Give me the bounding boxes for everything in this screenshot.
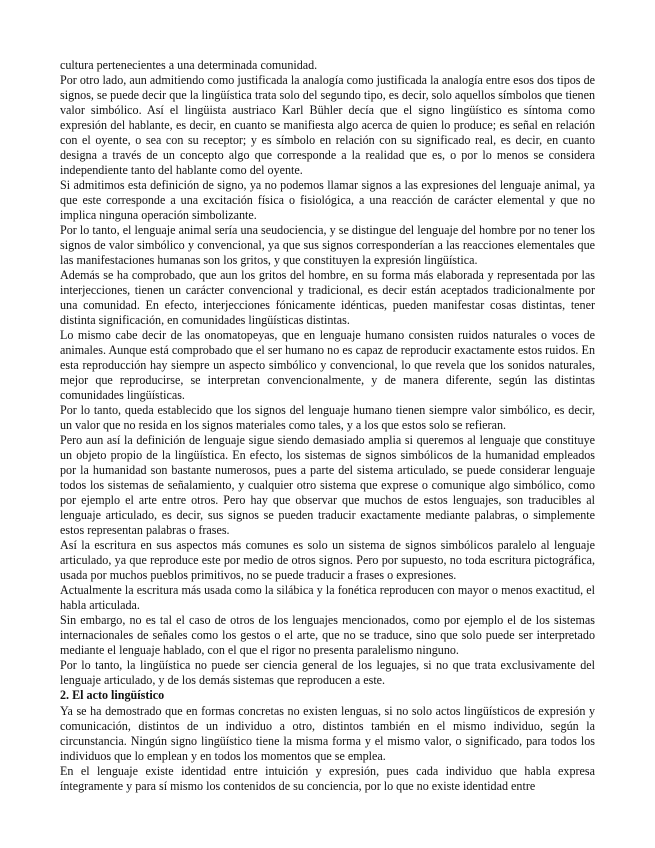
paragraph: Si admitimos esta definición de signo, ya no podemos llamar signos a las expresiones del lenguaje animal, ya que este corresponde a una excitación física o fisiológica, a una reacción de carácter elemental y que no implica ninguna operación simbolizante. <box>60 178 595 222</box>
paragraph: Por lo tanto, queda establecido que los signos del lenguaje humano tienen siempre valor simbólico, es decir, un valor que no resida en los signos materiales como tales, y a los que estos solo se refieran. <box>60 403 595 432</box>
paragraph: Sin embargo, no es tal el caso de otros de los lenguajes mencionados, como por ejemplo el de los sistemas internacionales de señales como los gestos o el arte, que no se traduce, sino que solo puede ser interpretado mediante el lenguaje hablado, con el que el rigor no presenta paralelismo ninguno. <box>60 613 595 657</box>
paragraph: Pero aun así la definición de lenguaje sigue siendo demasiado amplia si queremos al lenguaje que constituye un objeto propio de la lingüística. En efecto, los sistemas de signos simbólicos de la humanidad empleados por la humanidad son bastante numerosos, pues a parte del sistema articulado, se puede considerar lenguaje todos los sistemas de señalamiento, y cualquier otro sistema que exprese o comunique algo simbólico, como por ejemplo el arte entre otros. Pero hay que observar que muchos de estos lenguajes, son traducibles al lenguaje articulado, es decir, sus signos se pueden traducir exactamente mediante palabras, o simplemente estos representan palabras o frases. <box>60 433 595 537</box>
paragraph: Por lo tanto, la lingüística no puede ser ciencia general de los leguajes, si no que trata exclusivamente del lenguaje articulado, y de los demás sistemas que reproducen a este. <box>60 658 595 687</box>
paragraph: cultura pertenecientes a una determinada comunidad. <box>60 58 318 72</box>
paragraph: Ya se ha demostrado que en formas concretas no existen lenguas, si no solo actos lingüísticos de expresión y comunicación, distintos de un individuo a otro, distintos también en el mismo individuo, según la circunstancia. Ningún signo lingüístico tiene la misma forma y el mismo valor, o significado, para todos los individuos que lo emplean y en todos los momentos que se emplea. <box>60 704 595 763</box>
paragraph: Por otro lado, aun admitiendo como justificada la analogía como justificada la analogía entre esos dos tipos de signos, se puede decir que la lingüística trata solo del segundo tipo, es decir, solo aquellos símbolos que tienen valor simbólico. Así el lingüista austriaco Karl Bühler decía que el signo lingüístico es síntoma como expresión del hablante, es decir, en cuanto se manifiesta algo acerca de quien lo produce; es señal en relación con el oyente, o sea con su receptor; y es símbolo en relación con su significado real, es decir, en cuanto designa a través de un concepto algo que corresponde a la realidad que es, o por lo menos se considera independiente tanto del hablante como del oyente. <box>60 73 595 177</box>
document-page <box>60 58 595 794</box>
paragraph: Por lo tanto, el lenguaje animal sería una seudociencia, y se distingue del lenguaje del hombre por no tener los signos de valor simbólico y convencional, ya que sus signos corresponderían a las reacciones elementales que las manifestaciones humanas son los gritos, y que constituyen la expresión lingüística. <box>60 223 595 267</box>
section-heading: 2. El acto lingüístico <box>60 688 165 702</box>
paragraph: En el lenguaje existe identidad entre intuición y expresión, pues cada individuo que habla expresa íntegramente y para sí mismo los contenidos de su conciencia, por lo que no existe identidad entre <box>60 764 595 793</box>
paragraph: Además se ha comprobado, que aun los gritos del hombre, en su forma más elaborada y representada por las interjecciones, tienen un carácter convencional y tradicional, es decir están aceptados tradicionalmente por una comunidad. En efecto, interjecciones fónicamente idénticas, pueden manifestar cosas distintas, tener distinta significación, en comunidades lingüísticas distintas. <box>60 268 595 327</box>
paragraph: Actualmente la escritura más usada como la silábica y la fonética reproducen con mayor o menos exactitud, el habla articulada. <box>60 583 595 612</box>
paragraph: Lo mismo cabe decir de las onomatopeyas, que en lenguaje humano consisten ruidos naturales o voces de animales. Aunque está comprobado que el ser humano no es capaz de reproducir exactamente estos ruidos. En esta reproducción hay siempre un aspecto simbólico y convencional, lo que revela que los sonidos naturales, mejor que reproducirse, se interpretan convencionalmente, y de manera diferente, según las distintas comunidades lingüísticas. <box>60 328 595 402</box>
paragraph: Así la escritura en sus aspectos más comunes es solo un sistema de signos simbólicos paralelo al lenguaje articulado, ya que reproduce este por medio de otros signos. Pero por supuesto, no toda escritura pictográfica, usada por muchos pueblos primitivos, no se puede traducir a frases o expresiones. <box>60 538 595 582</box>
